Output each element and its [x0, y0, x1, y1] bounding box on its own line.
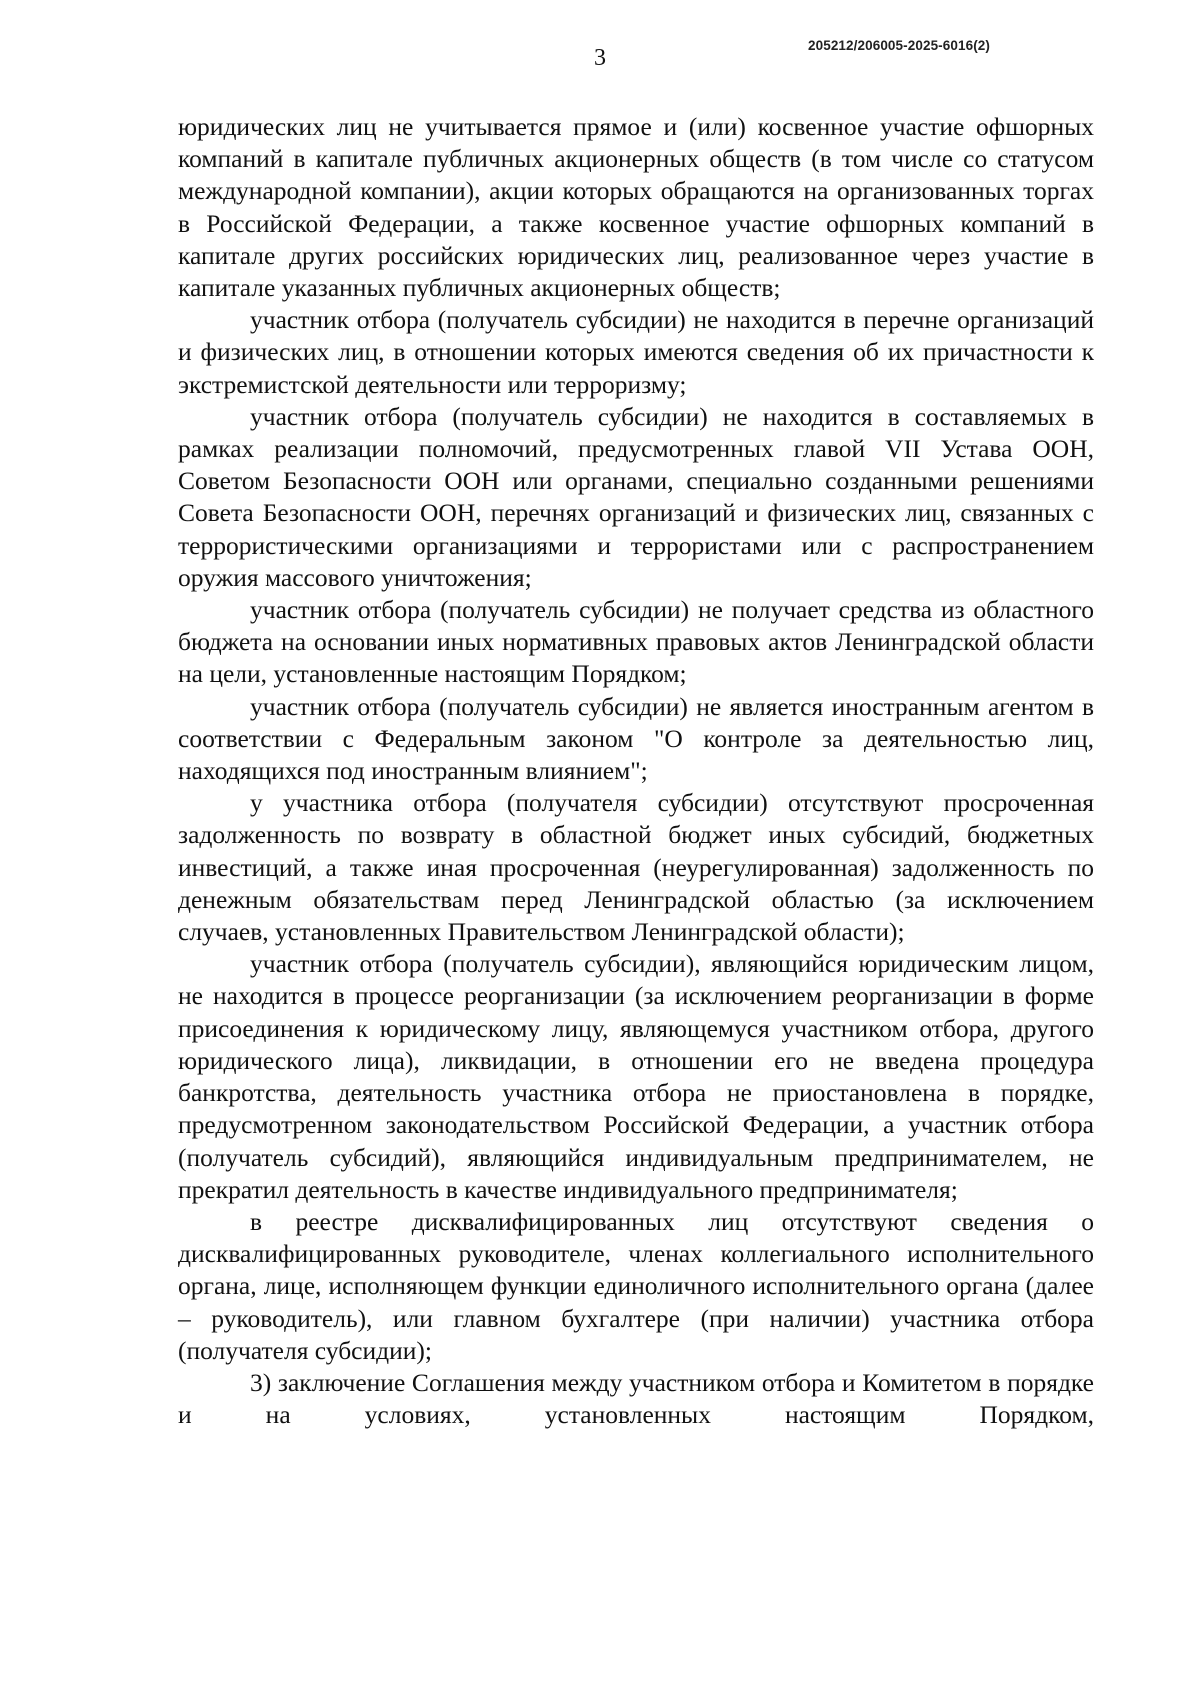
- page-number: 3: [594, 45, 606, 71]
- paragraph-agreement-conclusion: 3) заключение Соглашения между участником отбора и Комитетом в порядке и на условиях, установленных настоящим Порядком,: [178, 1367, 1094, 1430]
- paragraph-no-other-funding: участник отбора (получатель субсидии) не получает средства из областного бюджета на основании иных нормативных правовых актов Ленинградской области на цели, установленные настоящим Порядком;: [178, 595, 1094, 689]
- paragraph-extremism-list: участник отбора (получатель субсидии) не находится в перечне организаций и физических лиц, в отношении которых имеются сведения об их причастности к экстремистской деятельности или терроризму;: [178, 305, 1094, 399]
- document-body: [178, 111, 1094, 1431]
- paragraph-no-reorganization: участник отбора (получатель субсидии), являющийся юридическим лицом, не находится в процессе реорганизации (за исключением реорганизации в форме присоединения к юридическому лицу, являющемуся участником отбора, другого юридического лица), ликвидации, в отношении его не введена процедура банкротства, деятельность участника отбора не приостановлена в порядке, предусмотренном законодательством Российской Федерации, а участник отбора (получатель субсидий), являющийся индивидуальным предпринимателем, не прекратил деятельность в качестве индивидуального предпринимателя;: [178, 949, 1094, 1204]
- document-code: 205212/206005-2025-6016(2): [808, 38, 991, 53]
- paragraph-foreign-agent: участник отбора (получатель субсидии) не является иностранным агентом в соответствии с Федеральным законом "О контроле за деятельностью лиц, находящихся под иностранным влиянием";: [178, 691, 1094, 786]
- paragraph-no-overdue-debt: у участника отбора (получателя субсидии) отсутствуют просроченная задолженность по возврату в областной бюджет иных субсидий, бюджетных инвестиций, а также иная просроченная (неурегулированная) задолженность по денежным обязательствам перед Ленинградской областью (за исключением случаев, установленных Правительством Ленинградской области);: [178, 788, 1094, 947]
- paragraph-un-sanctions-list: участник отбора (получатель субсидии) не находится в составляемых в рамках реализации полномочий, предусмотренных главой VII Устава ООН, Советом Безопасности ООН или органами, специально созданными решениями Совета Безопасности ООН, перечнях организаций и физических лиц, связанных с террористическими организациями и террористами или с распространением оружия массового уничтожения;: [178, 401, 1094, 592]
- paragraph-offshore-participation: юридических лиц не учитывается прямое и (или) косвенное участие офшорных компаний в капитале публичных акционерных обществ (в том числе со статусом международной компании), акции которых обращаются на организованных торгах в Российской Федерации, а также косвенное участие офшорных компаний в капитале других российских юридических лиц, реализованное через участие в капитале указанных публичных акционерных обществ;: [178, 112, 1094, 303]
- paragraph-disqualified-persons: в реестре дисквалифицированных лиц отсутствуют сведения о дисквалифицированных руководителе, членах коллегиального исполнительного органа, лице, исполняющем функции единоличного исполнительного органа (далее – руководитель), или главном бухгалтере (при наличии) участника отбора (получателя субсидии);: [178, 1206, 1094, 1365]
